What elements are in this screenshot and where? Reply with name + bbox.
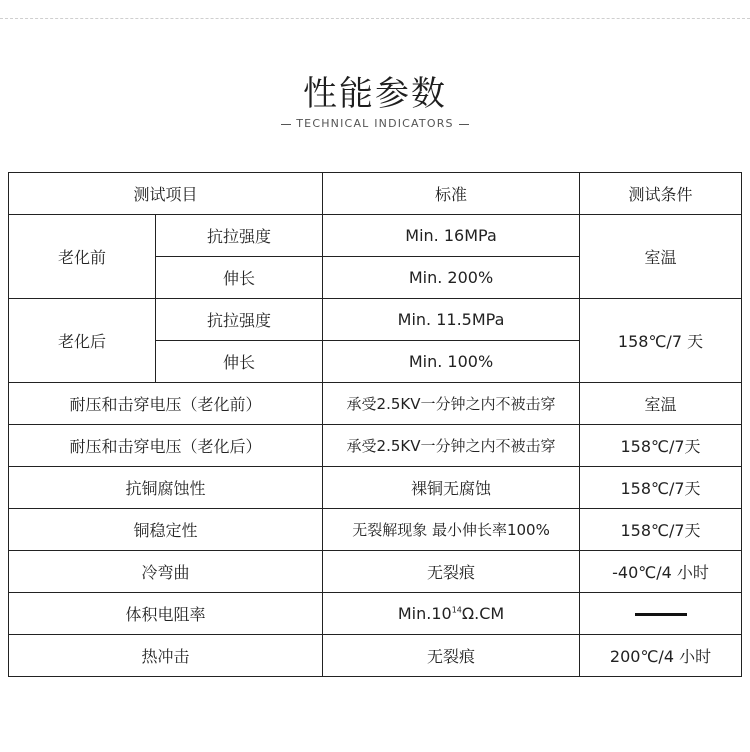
resistivity-base: Min.10 — [397, 604, 452, 623]
header-item: 测试项目 — [9, 173, 323, 215]
condition-value: 158℃/7 天 — [580, 299, 742, 383]
table-row — [9, 593, 742, 635]
subtitle-right-dash — [459, 124, 469, 125]
page-title: 性能参数 — [303, 74, 447, 114]
table-row — [9, 635, 742, 677]
table-row — [9, 299, 742, 341]
condition-value: 200℃/4 小时 — [580, 635, 742, 677]
table-row — [9, 551, 742, 593]
item-name: 抗铜腐蚀性 — [9, 467, 323, 509]
table-row — [9, 509, 742, 551]
standard-value: 无裂痕 — [323, 635, 580, 677]
subtitle-left-dash — [281, 124, 291, 125]
standard-value: 裸铜无腐蚀 — [323, 467, 580, 509]
table-row — [9, 215, 742, 257]
standard-value: Min. 100% — [323, 341, 580, 383]
top-divider — [0, 18, 750, 20]
standard-value: 无裂痕 — [323, 551, 580, 593]
standard-value: 承受2.5KV一分钟之内不被击穿 — [323, 425, 580, 467]
item-name: 冷弯曲 — [9, 551, 323, 593]
standard-value — [323, 593, 580, 635]
resistivity-unit: Ω.CM — [461, 604, 505, 623]
sub-item-elongation: 伸长 — [156, 257, 323, 299]
group-after-aging: 老化后 — [9, 299, 156, 383]
item-name: 铜稳定性 — [9, 509, 323, 551]
condition-value: 158℃/7天 — [580, 425, 742, 467]
item-name: 热冲击 — [9, 635, 323, 677]
group-before-aging: 老化前 — [9, 215, 156, 299]
condition-value: 室温 — [580, 383, 742, 425]
item-name: 耐压和击穿电压（老化前） — [9, 383, 323, 425]
standard-value: 无裂解现象 最小伸长率100% — [323, 509, 580, 551]
item-name: 耐压和击穿电压（老化后） — [9, 425, 323, 467]
not-applicable-dash — [635, 613, 687, 616]
header-condition: 测试条件 — [580, 173, 742, 215]
sub-item-tensile: 抗拉强度 — [156, 215, 323, 257]
header-standard: 标准 — [323, 173, 580, 215]
table-row — [9, 467, 742, 509]
condition-value: 158℃/7天 — [580, 509, 742, 551]
table-row — [9, 383, 742, 425]
sub-item-elongation: 伸长 — [156, 341, 323, 383]
condition-value — [580, 593, 742, 635]
standard-value: Min. 16MPa — [323, 215, 580, 257]
table-row — [9, 425, 742, 467]
item-name: 体积电阻率 — [9, 593, 323, 635]
condition-value: 室温 — [580, 215, 742, 299]
standard-value: Min. 11.5MPa — [323, 299, 580, 341]
standard-value: Min. 200% — [323, 257, 580, 299]
specs-table — [8, 172, 742, 677]
subtitle-text: TECHNICAL INDICATORS — [296, 117, 454, 130]
page-subtitle — [0, 117, 750, 130]
condition-value: -40℃/4 小时 — [580, 551, 742, 593]
condition-value: 158℃/7天 — [580, 467, 742, 509]
sub-item-tensile: 抗拉强度 — [156, 299, 323, 341]
table-header-row — [9, 173, 742, 215]
standard-value: 承受2.5KV一分钟之内不被击穿 — [323, 383, 580, 425]
resistivity-exponent: 14 — [451, 605, 462, 615]
